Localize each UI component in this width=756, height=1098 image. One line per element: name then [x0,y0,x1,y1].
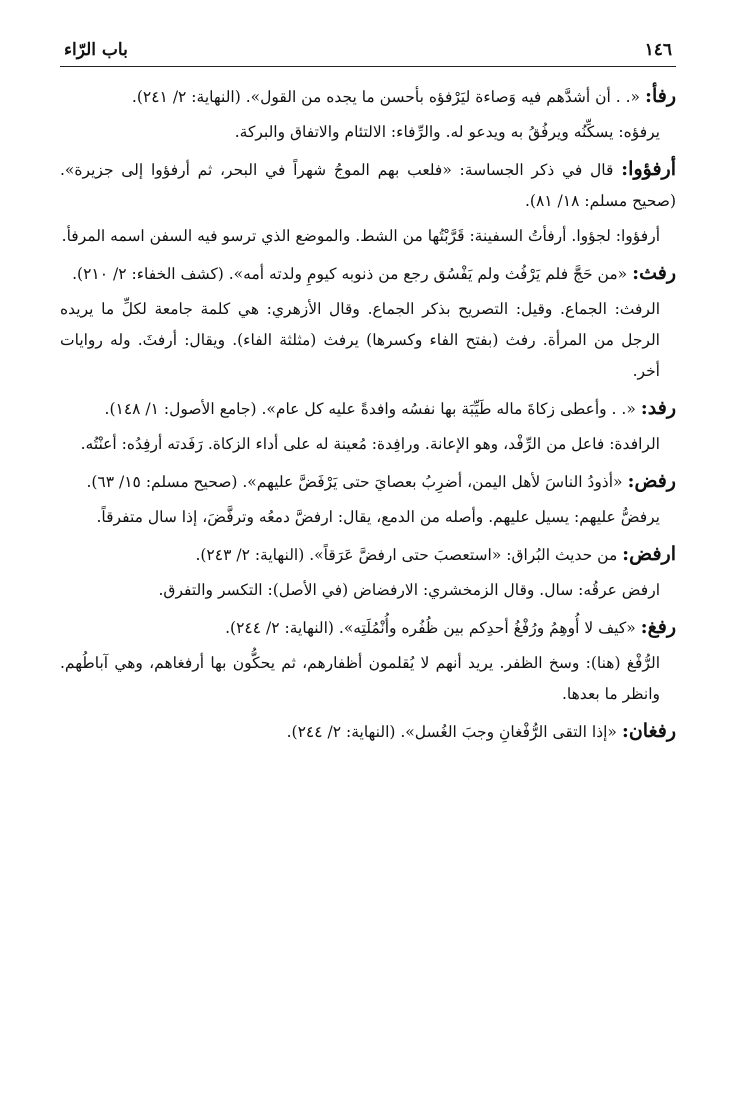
entry-rafad2 [60,466,676,533]
headword: أرفؤوا: [621,158,676,180]
headword: رفأ: [644,85,676,107]
chapter-title: باب الرّاء [64,40,128,60]
quote: «كيف لا أُوهِمُ ورُفْغُ أحدِكم بين ظُفُره وأُنْمُلَتِه». (النهاية: ٢/ ٢٤٤). [225,619,641,637]
quote: من حديث البُراق: «استعصبَ حتى ارفضَّ عَرَقاً». (النهاية: ٢/ ٢٤٣). [195,546,623,564]
entries-list [60,81,676,748]
quote: قال في ذكر الجساسة: «فلعب بهم الموجُ شهراً في البحر، ثم أرفؤوا إلى جزيرة». (صحيح مسلم: ١٨/ ٨١). [60,161,676,210]
quote: «. . أن أشدَّهم فيه وَصاءة ليَرْفؤه بأحسن ما يجده من القول». (النهاية: ٢/ ٢٤١). [131,88,645,106]
hadith-text [60,258,676,290]
entry-rafa [60,81,676,148]
gloss: الرُّفْغ (هنا): وسخ الظفر. يريد أنهم لا يُقلمون أظفارهم، ثم يحكُّون بها أرفغاهم، وهي آباطُهم. وانظر ما بعدها. [60,654,660,703]
gloss: يرفؤه: يسكِّنُه ويرفُقُ به ويدعو له. والرِّفاء: الالتئام والاتفاق والبركة. [234,123,660,141]
headword: رفغ: [640,616,676,638]
gloss: ارفض عرقُه: سال. وقال الزمخشري: الارفضاض (في الأصل): التكسر والتفرق. [158,581,660,599]
hadith-text [60,539,676,571]
gloss: الرفث: الجماع. وقيل: التصريح بذكر الجماع. وقال الأزهري: هي كلمة جامعة لكلِّ ما يريده الرجل من المرأة. رفث (بفتح الفاء وكسرها) يرفث (مثلثة الفاء). ويقال: أرفثَ. وله روايات أخر. [60,300,660,380]
hadith-text [60,466,676,498]
hadith-text [60,154,676,217]
headword: رفغان: [621,720,676,742]
entry-rafath [60,258,676,387]
quote: «من حَجَّ فلم يَرْفُث ولم يَفْسُق رجع من ذنوبه كيومِ ولدته أمه». (كشف الخفاء: ٢/ ٢١٠). [72,265,633,283]
quote: «. . وأعطى زكاةَ ماله طَيِّبَة بها نفسُه وافدةً عليه كل عام». (جامع الأصول: ١/ ١٤٨). [104,400,641,418]
page-number: ١٤٦ [644,40,672,60]
entry-irfadda [60,539,676,606]
hadith-text [60,81,676,113]
quote: «إذا التقى الرُّفْغانِ وجبَ الغُسل». (النهاية: ٢/ ٢٤٤). [286,723,622,741]
hadith-text [60,393,676,425]
headword: رفض: [627,470,676,492]
entry-rafad [60,393,676,460]
running-header [60,40,676,67]
hadith-text [60,716,676,748]
gloss: أرفؤوا: لجؤوا. أرفأتُ السفينة: قَرَّبْتُها من الشط. والموضع الذي ترسو فيه السفن اسمه المرفأ. [61,227,660,245]
entry-rafgh [60,612,676,710]
page [60,40,676,754]
hadith-text [60,612,676,644]
headword: رفث: [632,262,676,284]
gloss: يرفضُّ عليهم: يسيل عليهم. وأصله من الدمع، يقال: ارفضَّ دمعُه وترفَّضَ، إذا سال متفرقاً. [96,508,660,526]
gloss: الرافدة: فاعل من الرِّفْد، وهو الإعانة. ورافِدة: مُعينة له على أداء الزكاة. رَفَدته أرفِدُه: أعنْتُه. [80,435,660,453]
quote: «أذودُ الناسَ لأهل اليمن، أضرِبُ بعصايَ حتى يَرْفَضَّ عليهم». (صحيح مسلم: ١٥/ ٦٣). [86,473,628,491]
entry-rafghan [60,716,676,748]
headword: رفد: [640,397,676,419]
entry-arfau [60,154,676,252]
headword: ارفض: [622,543,676,565]
